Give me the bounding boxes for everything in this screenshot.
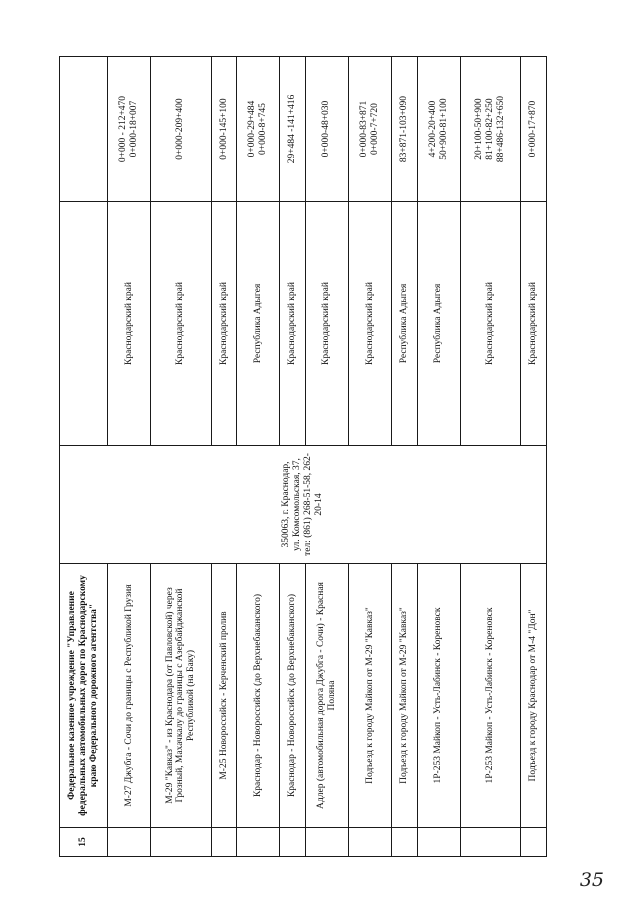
page-number: 35	[579, 869, 604, 891]
road-name: Адлер (автомобильная дорога Джубга - Сочи) - Красная Поляна	[305, 564, 348, 828]
km-range-line: 0+000-48+030	[321, 100, 332, 158]
row-number-cell	[521, 828, 547, 857]
road-name: Подъезд к городу Краснодар от М-4 "Дон"	[521, 564, 547, 828]
km-range	[521, 57, 547, 202]
region-name: Краснодарский край	[460, 202, 521, 446]
rotated-table-wrapper	[59, 57, 547, 857]
organization-address	[60, 446, 547, 564]
row-number-cell	[108, 828, 151, 857]
km-range-line: 0+000-7+720	[370, 103, 381, 155]
row-number-cell	[280, 828, 306, 857]
km-range-line: 88+486-132+650	[496, 95, 506, 163]
row-number-cell	[237, 828, 280, 857]
road-name: М-29 "Кавказ" - из Краснодара (от Павловской) через Грозный, Махачкалу до границы с Азербайджанской Республикой (на Баку)	[151, 564, 212, 828]
region-name: Краснодарский край	[521, 202, 547, 446]
address-line: тел: (861) 268-51-58, 262-20-14	[303, 453, 324, 556]
row-number-cell	[211, 828, 237, 857]
km-range-line: 0+000-29+484	[247, 100, 258, 158]
road-name: Подъезд к городу Майкоп от М-29 "Кавказ"	[392, 564, 418, 828]
road-name: 1Р-253 Майкоп - Усть-Лабинск - Кореновск	[460, 564, 521, 828]
header-km-cell	[60, 57, 108, 202]
table-header-row	[60, 57, 108, 857]
km-range	[280, 57, 306, 202]
km-range-line: 83+871-103+090	[398, 95, 409, 163]
row-number-cell	[151, 828, 212, 857]
km-range-line: 29+484 -141+416	[287, 94, 298, 164]
road-name: Краснодар - Новороссийск (до Верхнебаканского)	[237, 564, 280, 828]
road-name: Подъезд к городу Майкоп от М-29 "Кавказ"	[349, 564, 392, 828]
region-name: Краснодарский край	[108, 202, 151, 446]
row-number-cell	[305, 828, 348, 857]
row-number-cell	[417, 828, 460, 857]
road-name: М-27 Джубга - Сочи до границы с Республикой Грузия	[108, 564, 151, 828]
km-range	[460, 57, 521, 202]
organization-name: Федеральное казенное учреждение "Управление федеральных автомобильных дорог по Краснодарскому краю Федерального дорожного агентства"	[60, 564, 108, 828]
km-range	[151, 57, 212, 202]
km-range	[211, 57, 237, 202]
km-range	[108, 57, 151, 202]
row-number-cell	[392, 828, 418, 857]
road-name: 1Р-253 Майкоп - Усть-Лабинск - Кореновск	[417, 564, 460, 828]
km-range-line: 0+000-8+745	[258, 103, 269, 155]
km-range	[237, 57, 280, 202]
region-name: Краснодарский край	[211, 202, 237, 446]
row-number-cell	[349, 828, 392, 857]
km-range-line: 50+900-81+100	[438, 98, 449, 160]
region-name: Республика Адыгея	[237, 202, 280, 446]
region-name: Краснодарский край	[305, 202, 348, 446]
address-line: ул. Комсомольская, 37,	[292, 458, 303, 551]
road-name: М-25 Новороссийск - Керченский пролив	[211, 564, 237, 828]
km-range	[417, 57, 460, 202]
address-line: 350063, г. Краснодар,	[281, 461, 292, 548]
km-range	[305, 57, 348, 202]
km-range-line: 0+000-209+400	[175, 98, 186, 160]
km-range-line: 4+200-20+400	[427, 100, 438, 158]
km-range-line: 0+000-17+870	[528, 100, 539, 158]
roads-table	[59, 56, 547, 857]
km-range	[392, 57, 418, 202]
row-number-cell	[460, 828, 521, 857]
km-range-line: 0+000 - 212+470	[118, 95, 129, 163]
km-range-line: 0+000-18+007	[129, 100, 140, 158]
region-name: Республика Адыгея	[417, 202, 460, 446]
km-range-line: 20+100-50+900	[474, 98, 485, 160]
region-name: Республика Адыгея	[392, 202, 418, 446]
header-region-cell	[60, 202, 108, 446]
km-range	[349, 57, 392, 202]
region-name: Краснодарский край	[151, 202, 212, 446]
km-range-line: 0+000-83+871	[359, 100, 370, 158]
road-name: Краснодар - Новороссийск (до Верхнебаканского)	[280, 564, 306, 828]
km-range-line: 0+000-145+100	[218, 98, 229, 160]
region-name: Краснодарский край	[280, 202, 306, 446]
entry-number: 15	[60, 828, 108, 857]
km-range-line: 81+100-82+250	[485, 98, 496, 160]
region-name: Краснодарский край	[349, 202, 392, 446]
